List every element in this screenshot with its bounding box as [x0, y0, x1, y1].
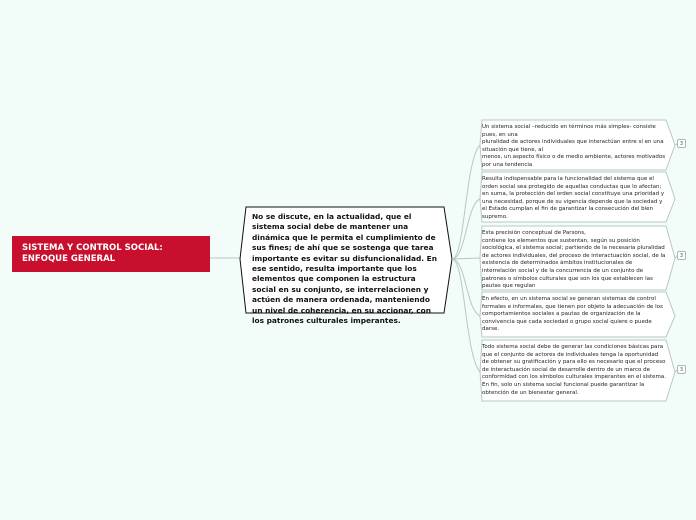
- root-node-line-1: SISTEMA Y CONTROL SOCIAL:: [22, 243, 163, 253]
- center-node-text: No se discute, en la actualidad, que el sistema social debe de mantener una dinámica que le permita el cumplimiento de sus fines; de ahí que se sostenga que tarea importante es evitar su disfuncionalidad. En ese sentido, resulta importante que los elementos que componen la estructura social en su conjunto, se interrelacionen y actúen de manera ordenada, manteniendo un nivel de coherencia, en su accionar, con los patrones culturales imperantes.: [252, 212, 437, 326]
- branch-connector-5: [452, 259, 480, 372]
- branch-node-text-4: En efecto, en un sistema social se generan sistemas de control formales e informales, que tienen por objeto la adecuación de los comportamientos sociales a pautas de organización de la convivencia que cada sociedad o grupo social quiere o puede darse.: [482, 296, 663, 333]
- collapse-toggle-1[interactable]: 3: [677, 139, 686, 148]
- root-node-line-2: ENFOQUE GENERAL: [22, 254, 116, 264]
- collapse-toggle-3[interactable]: 3: [677, 251, 686, 260]
- branch-connector-2: [452, 199, 480, 259]
- branch-node-text-2: Resulta indispensable para la funcionalidad del sistema que el orden social sea protegido de aquellas conductas que lo afectan; en suma, la protección del orden social constituye una prioridad y una necesidad, porque de su vigencia depende que la sociedad y el Estado cumplan el fin de garantizar la consecución del bien supremo.: [482, 176, 665, 220]
- branch-node-text-5: Todo sistema social debe de generar las condiciones básicas para que el conjunto de actores de individuales tenga la oportunidad de obtener su gratificación y para ello es necesario que el proceso de interactuación social de desarrolle dentro de un marco de conformidad con los símbolos culturales imperantes en el sistema. En fin, solo un sistema social funcional puede garantizar la obtención de un bienestar general.: [482, 344, 666, 396]
- collapse-toggle-5[interactable]: 3: [677, 365, 686, 374]
- branch-node-text-1: Un sistema social –reducido en términos más simples- consiste pues, en una pluralidad de actores individuales que interactúan entre sí en una situación que tiene, al menos, un aspecto físico o de medio ambiente, actores motivados por una tendencia: [482, 124, 666, 168]
- root-node[interactable]: [12, 236, 210, 272]
- branch-node-text-3: Esta precisión conceptual de Parsons, contiene los elementos que sustentan, según su posición sociológica, el sistema social; partiendo de la necesaria pluralidad de actores individuales, del proceso de interactuación social, de la existencia de determinados ámbitos institucionales de interrelación social y de la concurrencia de un conjunto de patrones o símbolos culturales que son los que establecen las pautas que regulan: [482, 230, 666, 290]
- branch-connector-3: [452, 258, 480, 259]
- branch-connector-4: [452, 259, 480, 316]
